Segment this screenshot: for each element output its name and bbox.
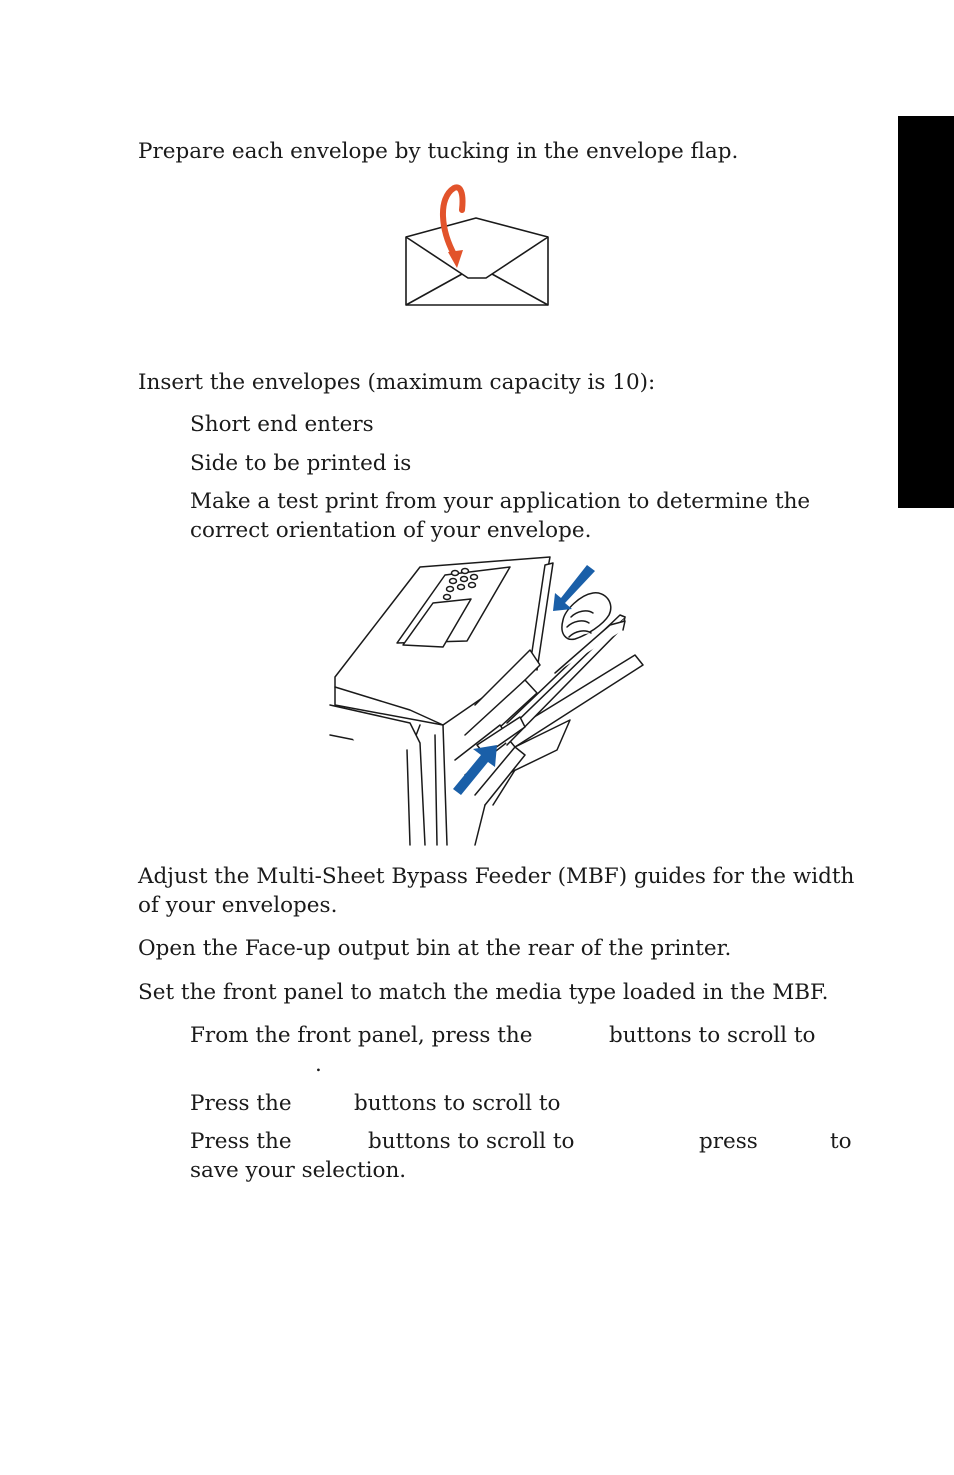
- panel-step3-d: to: [830, 1129, 852, 1154]
- insert-bullet-short-end: Short end enters: [190, 412, 374, 437]
- printer-mbf-illustration: [325, 555, 655, 850]
- chapter-thumb-tab: [898, 116, 954, 508]
- step-adjust-line2: of your envelopes.: [138, 893, 338, 918]
- envelope-flap-illustration: [400, 180, 560, 315]
- panel-step1-c: .: [315, 1052, 322, 1077]
- step-open-text: Open the Face-up output bin at the rear of the printer.: [138, 936, 732, 961]
- panel-step3-e: save your selection.: [190, 1158, 407, 1183]
- step-set-text: Set the front panel to match the media type loaded in the MBF.: [138, 980, 829, 1005]
- panel-step2-a: Press the: [190, 1091, 292, 1116]
- step-prepare-text: Prepare each envelope by tucking in the envelope flap.: [138, 139, 739, 164]
- insert-bullet-side-printed: Side to be printed is: [190, 451, 412, 476]
- panel-step3-a: Press the: [190, 1129, 292, 1154]
- panel-step1-a: From the front panel, press the: [190, 1023, 533, 1048]
- panel-step1-b: buttons to scroll to: [609, 1023, 816, 1048]
- step-adjust-line1: Adjust the Multi-Sheet Bypass Feeder (MBF) guides for the width: [138, 864, 855, 889]
- step-insert-text: Insert the envelopes (maximum capacity is 10):: [138, 370, 656, 395]
- panel-step3-b: buttons to scroll to: [368, 1129, 575, 1154]
- panel-step2-b: buttons to scroll to: [354, 1091, 561, 1116]
- panel-step3-c: press: [699, 1129, 758, 1154]
- insert-bullet-test-print: Make a test print from your application to determine the: [190, 489, 811, 514]
- insert-bullet-test-print-cont: correct orientation of your envelope.: [190, 518, 592, 543]
